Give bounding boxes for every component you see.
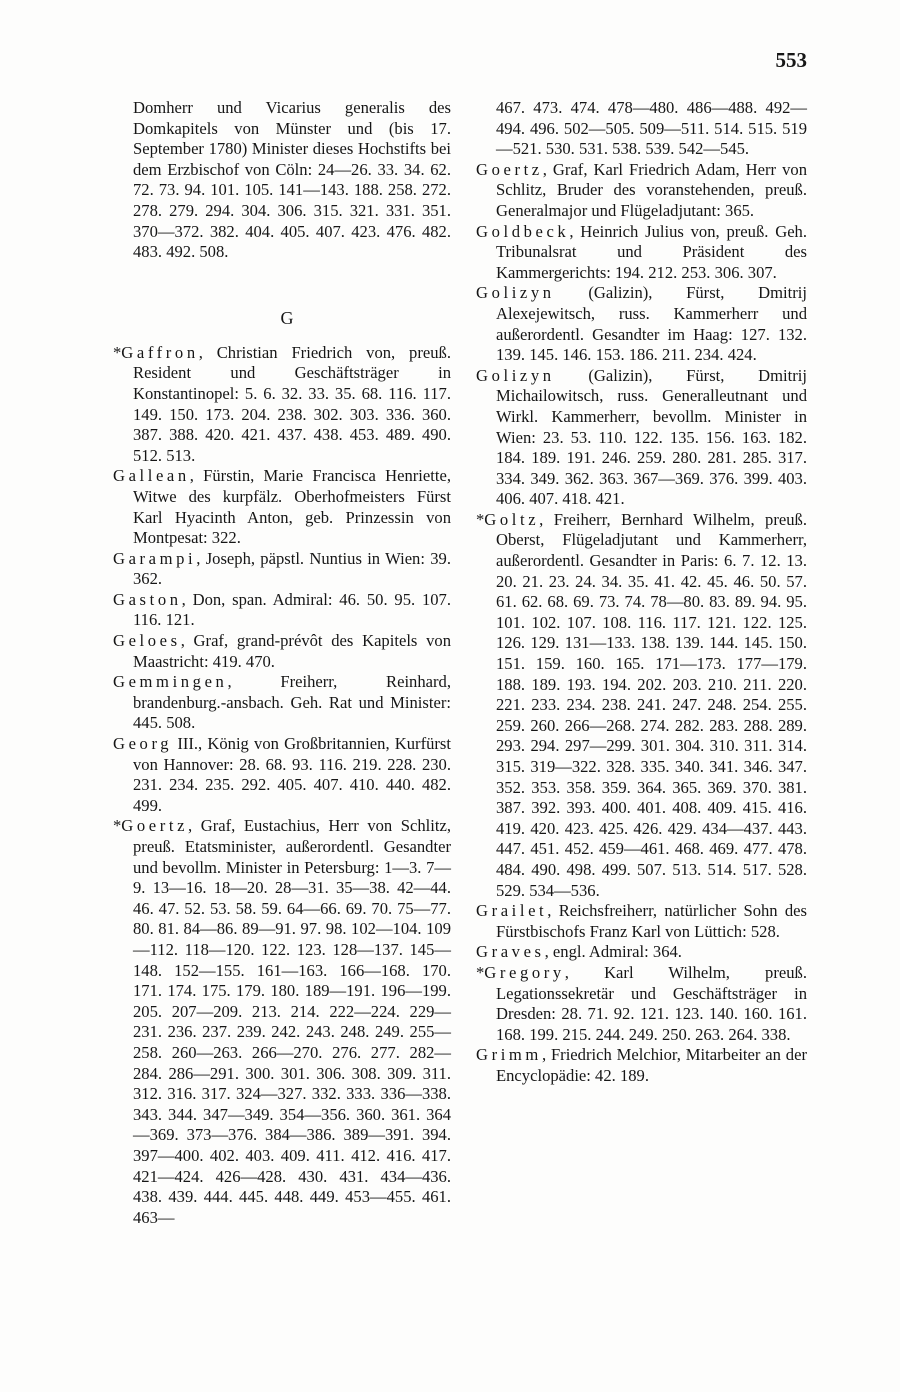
entry-name: Golizyn [476, 365, 555, 385]
entry-text: , Karl Wilhelm, preuß. Legationssekretär und Geschäftsträger in Dresden: 28. 71. 92. 121. 123. 140. 160. 161. 168. 199. 215. 244. 249. 250. 263. 264. 338. [496, 962, 807, 1044]
entry-text: , Fürstin, Marie Francisca Henriette, Witwe des kurpfälz. Oberhofmeisters Fürst Karl Hyacinth Anton, geb. Prinzessin von Montpesat: 322. [133, 466, 451, 548]
entry-text: , Don, span. Admiral: 46. 50. 95. 107. 116. 121. [133, 589, 451, 630]
entry-name: Graves [476, 942, 545, 962]
section-heading-g: G [280, 307, 294, 328]
index-entry-gemmingen [113, 672, 451, 734]
index-column-left [113, 98, 451, 1228]
entry-name: Gemmingen [113, 672, 228, 692]
index-entry-garampi [113, 549, 451, 590]
entry-text: , Reichsfreiherr, natürlicher Sohn des Fürstbischofs Franz Karl von Lüttich: 528. [496, 901, 807, 941]
index-entry-golizyn-alexejewitsch [476, 283, 807, 365]
entry-text: , engl. Admiral: 364. [544, 942, 682, 962]
index-entry-goertz-eustachius [113, 816, 451, 1228]
index-entry-goertz-karl [476, 160, 807, 222]
entry-text: (Galizin), Fürst, Dmitrij Michailowitsch, russ. Generalleutnant und Wirkl. Kammerherr, bevollm. Minister in Wien: 23. 53. 110. 122. 135. 156. 163. 182. 184. 189. 191. 246. 259. 280. 281. 285. 317. 334. 349. 362. 363. 367—369. 376. 399. 403. 406. 407. 418. 421. [496, 365, 807, 509]
entry-text: , Graf, Eustachius, Herr von Schlitz, preuß. Etatsminister, außerordentl. Gesandter und bevollm. Minister in Petersburg: 1—3. 7—9. 13—16. 18—20. 28—31. 35—38. 42—44. 46. 47. 52. 53. 58. 59. 64—66. 69. 70. 75—77. 80. 81. 84—86. 89—91. 97. 98. 102—104. 109—112. 118—120. 122. 123. 128—137. 145—148. 152—155. 161—163. 166—168. 170. 171. 174. 175. 179. 180. 189—191. 196—199. 205. 207—209. 213. 214. 222—224. 229—231. 236. 237. 239. 242. 243. 248. 249. 255—258. 260—263. 266—270. 276. 277. 282—284. 286—291. 300. 301. 306. 308. 309. 311. 312. 316. 317. 324—327. 332. 333. 336—338. 343. 344. 347—349. 354—356. 360. 361. 364—369. 373—376. 384—386. 389—391. 394. 397—400. 402. 403. 409. 411. 412. 416. 417. 421—424. 426—428. 430. 431. 434—436. 438. 439. 444. 445. 448. 449. 453—455. 461. 463— [133, 816, 451, 1227]
page-number: 553 [775, 48, 807, 72]
index-entry-georg [113, 734, 451, 816]
carryover-entry-left: Domherr und Vicarius generalis des Domkapitels von Münster und (bis 17. September 1780) Minister dieses Hochstifts bei dem Erzbischof von Cöln: 24—26. 33. 34. 62. 72. 73. 94. 101. 105. 141—143. 188. 258. 272. 278. 279. 294. 304. 306. 315. 321. 331. 351. 370—372. 382. 404. 405. 407. 423. 476. 482. 483. 492. 508. [133, 98, 451, 262]
index-entry-golizyn-michailowitsch [476, 366, 807, 510]
entry-text: , Heinrich Julius von, preuß. Geh. Tribunalsrat und Präsident des Kammergerichts: 194. 212. 253. 306. 307. [496, 221, 807, 282]
entry-marker: * [113, 342, 122, 362]
entry-name: Goltz [484, 509, 540, 529]
entry-name: Geloes [113, 631, 181, 651]
index-entry-gaffron [113, 343, 451, 467]
index-entry-grailet [476, 901, 807, 942]
entry-text: , Freiherr, Bernhard Wilhelm, preuß. Oberst, Flügeladjutant und Kammerherr, außerordentl. Gesandter in Paris: 6. 7. 12. 13. 20. 21. 23. 24. 34. 35. 41. 42. 45. 46. 50. 57. 61. 62. 68. 69. 73. 74. 78—80. 83. 89. 94. 95. 101. 102. 107. 108. 116. 117. 121. 122. 125. 126. 129. 131—133. 138. 139. 144. 145. 150. 151. 159. 160. 165. 171—173. 177—179. 188. 189. 193. 194. 202. 203. 210. 211. 220. 221. 233. 234. 238. 241. 247. 248. 254. 255. 259. 260. 266—268. 274. 282. 283. 288. 289. 293. 294. 297—299. 301. 304. 310. 311. 314. 315. 319—322. 328. 335. 340. 341. 346. 347. 352. 353. 358. 359. 364. 365. 369. 370. 381. 387. 392. 393. 400. 401. 408. 409. 415. 416. 419. 420. 423. 425. 426. 429. 434—437. 443. 447. 451. 452. 459—461. 468. 469. 477. 478. 484. 490. 498. 499. 507. 513. 514. 517. 528. 529. 534—536. [496, 509, 807, 900]
entry-marker: * [113, 816, 122, 836]
entry-name: Gregory [484, 962, 565, 982]
entry-text: III., König von Großbritannien, Kurfürst von Hannover: 28. 68. 93. 116. 219. 228. 230. 231. 234. 235. 292. 405. 407. 410. 440. 482. 499. [133, 734, 451, 815]
entry-name: Goertz [476, 159, 543, 179]
entry-text: , Christian Friedrich von, preuß. Resident und Geschäftsträger in Konstantinopel: 5. 6. 32. 33. 35. 68. 116. 117. 149. 150. 173. 204. 238. 302. 303. 336. 360. 387. 388. 420. 421. 437. 438. 453. 489. 490. 512. 513. [133, 342, 451, 465]
entry-text: , Joseph, päpstl. Nuntius in Wien: 39. 362. [133, 548, 451, 589]
carryover-entry-right: 467. 473. 474. 478—480. 486—488. 492—494. 496. 502—505. 509—511. 514. 515. 519—521. 530. 531. 538. 539. 542—545. [496, 98, 807, 159]
entry-name: Goldbeck [476, 221, 570, 241]
entry-text: , Graf, grand-prévôt des Kapitels von Maastricht: 419. 470. [133, 631, 451, 671]
entry-marker: * [476, 962, 485, 982]
entry-name: Gallean [113, 466, 190, 486]
entry-name: Gaston [113, 589, 182, 609]
entry-text: , Graf, Karl Friedrich Adam, Herr von Schlitz, Bruder des voranstehenden, preuß. Generalmajor und Flügeladjutant: 365. [496, 159, 807, 220]
entry-name: Garampi [113, 548, 197, 568]
index-entry-graves [476, 942, 807, 963]
entry-marker: * [476, 509, 485, 529]
entry-text: , Friedrich Melchior, Mitarbeiter an der Encyclopädie: 42. 189. [496, 1045, 807, 1085]
entry-name: Golizyn [476, 283, 555, 303]
index-entry-goltz [476, 510, 807, 901]
entry-name: Grimm [476, 1045, 542, 1065]
entry-text: (Galizin), Fürst, Dmitrij Alexejewitsch, russ. Kammerherr und außerordentl. Gesandter im Haag: 127. 132. 139. 145. 146. 153. 186. 211. 234. 424. [496, 283, 807, 365]
entry-name: Goertz [121, 816, 189, 836]
entry-text: , Freiherr, Reinhard, brandenburg.-ansbach. Geh. Rat und Minister: 445. 508. [133, 672, 451, 733]
index-entry-gallean [113, 466, 451, 548]
entry-name: Grailet [476, 901, 548, 921]
entry-name: Georg [113, 734, 173, 754]
index-entry-gaston [113, 590, 451, 631]
index-entry-goldbeck [476, 222, 807, 284]
entry-name: Gaffron [121, 342, 199, 362]
index-entry-geloes [113, 631, 451, 672]
index-entry-gregory [476, 963, 807, 1045]
index-column-right [476, 98, 807, 1087]
index-entry-grimm [476, 1045, 807, 1086]
